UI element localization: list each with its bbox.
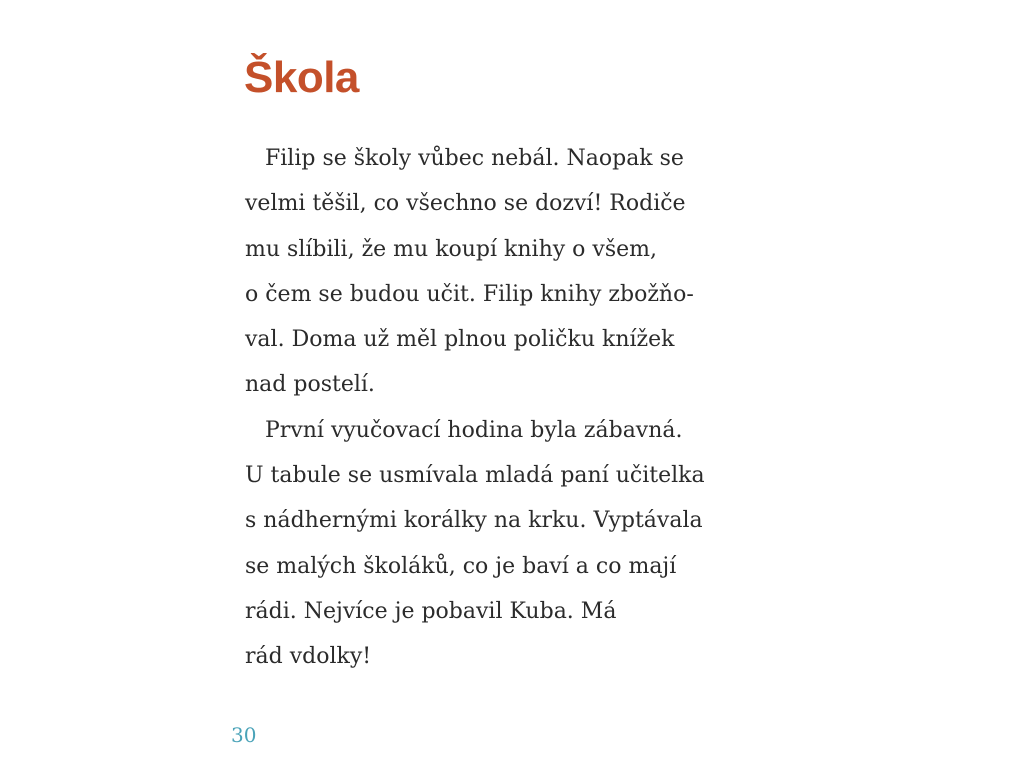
chapter-title: Škola <box>244 53 359 102</box>
text-line: První vyučovací hodina byla zábavná. <box>265 417 683 443</box>
text-line: rádi. Nejvíce je pobavil Kuba. Má <box>245 598 617 624</box>
text-line: rád vdolky! <box>245 644 372 670</box>
text-line: Filip se školy vůbec nebál. Naopak se <box>265 146 684 171</box>
text-line: se malých školáků, co je baví a co mají <box>245 553 677 579</box>
text-line: nad postelí. <box>245 372 375 398</box>
text-line: velmi těšil, co všechno se dozví! Rodiče <box>245 191 686 217</box>
text-line: U tabule se usmívala mladá paní učitelka <box>245 463 705 489</box>
text-line: mu slíbili, že mu koupí knihy o všem, <box>245 236 658 262</box>
text-line: val. Doma už měl plnou poličku knížek <box>245 327 675 353</box>
text-line: s nádhernými korálky na krku. Vyptávala <box>245 508 703 534</box>
text-line: o čem se budou učit. Filip knihy zbožňo- <box>245 281 694 307</box>
paragraph-1 <box>245 136 805 408</box>
chapter-body <box>245 136 805 680</box>
page-number: 30 <box>231 723 257 747</box>
paragraph-2 <box>245 408 805 680</box>
